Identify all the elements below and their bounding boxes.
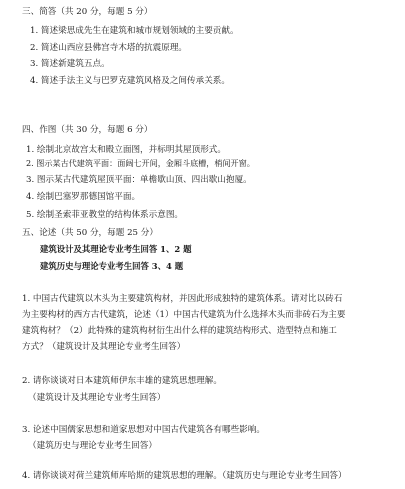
section5-note-2: 建筑历史与理论专业考生回答 3、4 题	[40, 261, 184, 271]
q1-line-1: 1. 中国古代建筑以木头为主要建筑构材，并因此形成独特的建筑体系。请对比以砖石	[22, 294, 343, 304]
section3-item-3: 3. 简述新建筑五点。	[30, 59, 110, 69]
q1-line-3: 建筑构材？（2）此特殊的建筑构材衍生出什么样的建筑结构形式、造型特点和施工	[22, 326, 337, 336]
section3-item-4: 4. 简述手法主义与巴罗克建筑风格及之间传承关系。	[30, 76, 230, 86]
section5-heading: 五、论述（共 50 分，每题 25 分）	[22, 228, 158, 238]
q2-line-2: （建筑设计及其理论专业考生回答）	[28, 393, 166, 403]
q3-line-2: （建筑历史与理论专业考生回答）	[28, 441, 157, 451]
q4-line-1: 4. 请你谈谈对荷兰建筑师库哈斯的建筑思想的理解。（建筑历史与理论专业考生回答）	[22, 471, 347, 481]
section5-note-1: 建筑设计及其理论专业考生回答 1、2 题	[40, 244, 192, 254]
q1-line-4: 方式？（建筑设计及其理论专业考生回答）	[22, 342, 186, 352]
section3-item-1: 1. 简述梁思成先生在建筑和城市规划领域的主要贡献。	[30, 26, 239, 36]
q2-line-1: 2. 请你谈谈对日本建筑师伊东丰雄的建筑思想理解。	[22, 376, 222, 386]
section4-item-5: 5. 绘制圣索菲亚教堂的结构体系示意图。	[26, 210, 184, 220]
q3-line-1: 3. 论述中国儒家思想和道家思想对中国古代建筑各有哪些影响。	[22, 425, 265, 435]
section3-item-2: 2. 简述山西应县佛宫寺木塔的抗震原理。	[30, 43, 188, 53]
section4-heading: 四、作图（共 30 分，每题 6 分）	[22, 125, 153, 135]
section4-item-3: 3. 图示某古代建筑屋顶平面：单檐歇山顶、四出歇山抱厦。	[26, 175, 252, 185]
section4-item-2: 2. 图示某古代建筑平面：面阔七开间，金厢斗底槽，梢间开窗。	[26, 158, 255, 168]
section4-item-4: 4. 绘制巴塞罗那德国馆平面。	[26, 192, 141, 202]
section3-heading: 三、简答（共 20 分，每题 5 分）	[22, 7, 153, 17]
section4-item-1: 1. 绘制北京故宫太和殿立面图，并标明其屋顶形式。	[26, 145, 226, 155]
q1-line-2: 为主要构材的西方古代建筑，论述（1）中国古代建筑为什么选择木头而非砖石为主要	[22, 310, 346, 320]
